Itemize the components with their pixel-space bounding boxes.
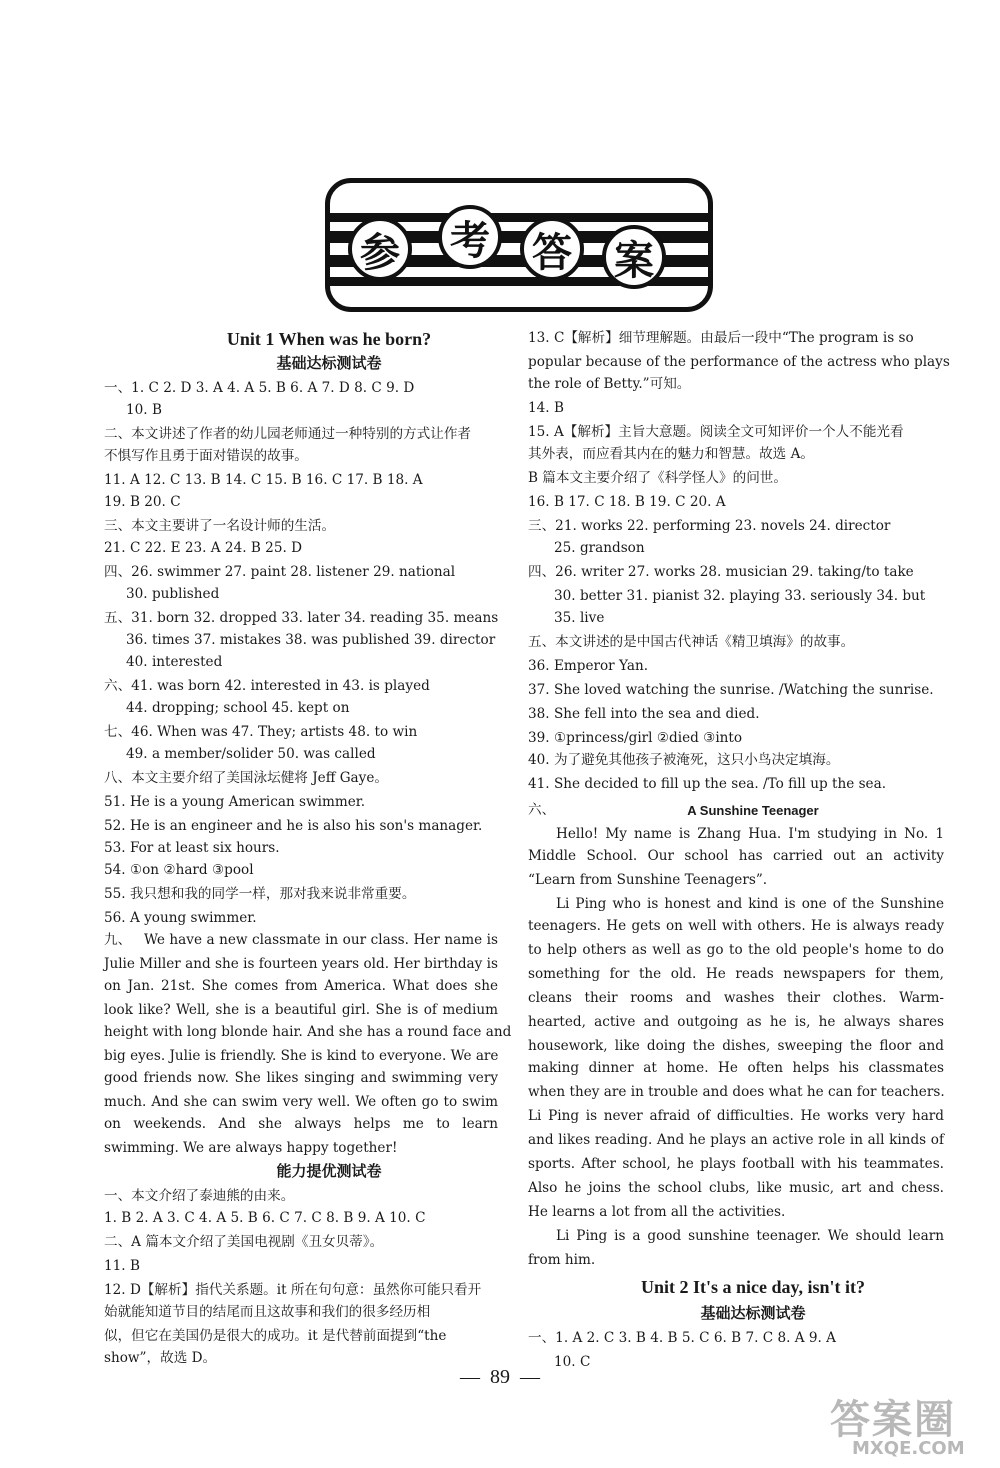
essay-line: making dinner at home. He often helps his classmates [528,1060,944,1076]
essay-line: housework, like doing the dishes, sweeping the floor and [528,1038,944,1054]
essay-line: Li Ping is never afraid of difficulties. He works very hard [528,1108,944,1124]
essay-title: A Sunshine Teenager [687,803,819,818]
essay-line: cleans their rooms and washes their clothes. Warm- [528,990,944,1006]
page-number: — 89 — [460,1366,540,1388]
answer-line: 40. interested [126,654,223,670]
answer-line: 七、46. When was 47. They; artists 48. to win [104,724,418,740]
title-char-3: 答 [520,217,584,281]
answer-line: 14. B [528,400,564,416]
essay-line: when they are in trouble and does what he can for teachers. [528,1084,945,1100]
answer-line: 19. B 20. C [104,494,181,510]
essay-line: We have a new classmate in our class. Her name is [144,932,498,948]
answer-line: 一、1. C 2. D 3. A 4. A 5. B 6. A 7. D 8. C 9. D [104,380,415,396]
answer-line: 二、本文讲述了作者的幼儿园老师通过一种特别的方式让作者 [104,426,472,442]
essay-line: He learns a lot from all the activities. [528,1204,786,1220]
answer-line: 11. A 12. C 13. B 14. C 15. B 16. C 17. B 18. A [104,472,423,488]
answer-line: 五、本文讲述的是中国古代神话《精卫填海》的故事。 [528,634,855,650]
answer-line: B 篇本文主要介绍了《科学怪人》的问世。 [528,470,787,486]
answer-key-title-box [325,178,713,312]
answer-line: 25. grandson [554,540,645,556]
answer-line: 一、本文介绍了泰迪熊的由来。 [104,1188,295,1204]
answer-line: 四、26. writer 27. works 28. musician 29. taking/to take [528,564,914,580]
essay-line: to help others as well as go to the old people's home to do [528,942,944,958]
title-char-1: 参 [348,217,412,281]
essay-line: swimming. We are always happy together! [104,1140,398,1156]
answer-line: 52. He is an engineer and he is also his son's manager. [104,818,483,834]
essay-line: something for the old. He reads newspapers for them, [528,966,944,982]
essay-label: 九、 [104,932,132,948]
answer-line: 39. ①princess/girl ②died ③into [528,730,743,746]
essay-line: from him. [528,1252,596,1268]
watermark-text: 答案圈 [830,1397,956,1443]
essay-line: good friends now. She likes singing and swimming very [104,1070,498,1086]
essay-line: big eyes. Julie is friendly. She is kind to everyone. We are [104,1048,499,1064]
answer-line: 不惧写作且勇于面对错误的故事。 [104,448,308,464]
essay-label: 六、 [528,802,556,818]
answer-line: 八、本文主要介绍了美国泳坛健将 Jeff Gaye。 [104,770,388,786]
answer-line: 16. B 17. C 18. B 19. C 20. A [528,494,726,510]
answer-line: 15. A【解析】主旨大意题。阅读全文可知评价一个人不能光看 [528,424,904,440]
answer-line: 似，但它在美国仍是很大的成功。it 是代替前面提到“the [104,1328,447,1344]
essay-line: teenagers. He gets on well with others. He is always ready [528,918,944,934]
answer-line: 37. She loved watching the sunrise. /Watching the sunrise. [528,682,934,698]
unit2-title: Unit 2 It's a nice day, isn't it? [640,1277,866,1297]
title-char-2: 考 [438,205,502,269]
essay-line: Also he joins the school clubs, like music, art and chess. [528,1180,944,1196]
watermark-logo [822,1388,990,1464]
answer-line: popular because of the performance of the actress who plays [528,354,950,370]
answer-line: 40. 为了避免其他孩子被淹死，这只小鸟决定填海。 [528,752,840,768]
essay-line: on weekends. And she always helps me to learn [104,1116,498,1132]
answer-line: 1. B 2. A 3. C 4. A 5. B 6. C 7. C 8. B 9. A 10. C [104,1210,426,1226]
section-improvement-test-title: 能力提优测试卷 [276,1162,382,1180]
answer-line: 36. Emperor Yan. [528,658,649,674]
essay-line: on Jan. 21st. She comes from America. What does she [104,978,498,994]
essay-line: hearted, active and outgoing as he is, he always shares [528,1014,944,1030]
answer-line: 11. B [104,1258,140,1274]
answer-line: 二、A 篇本文介绍了美国电视剧《丑女贝蒂》。 [104,1234,384,1250]
answer-line: the role of Betty.”可知。 [528,376,691,392]
answer-line: 41. She decided to fill up the sea. /To fill up the sea. [528,776,887,792]
answer-line: 三、21. works 22. performing 23. novels 24. director [528,518,891,534]
answer-line: 30. better 31. pianist 32. playing 33. seriously 34. but [554,588,926,604]
essay-line: Li Ping who is honest and kind is one of the Sunshine [556,896,944,912]
answer-line: 55. 我只想和我的同学一样，那对我来说非常重要。 [104,886,416,902]
answer-line: 54. ①on ②hard ③pool [104,862,254,878]
answer-line: 21. C 22. E 23. A 24. B 25. D [104,540,303,556]
essay-line: Li Ping is a good sunshine teenager. We should learn [556,1228,944,1244]
answer-line: 13. C【解析】细节理解题。由最后一段中“The program is so [528,330,914,346]
answer-line: 49. a member/solider 50. was called [126,746,376,762]
answer-line: 一、1. A 2. C 3. B 4. B 5. C 6. B 7. C 8. A 9. A [528,1330,836,1346]
answer-line: 53. For at least six hours. [104,840,280,856]
unit2-section-title: 基础达标测试卷 [700,1304,806,1322]
essay-line: sports. After school, he plays football with his teammates. [528,1156,944,1172]
answer-line: 五、31. born 32. dropped 33. later 34. reading 35. means [104,610,499,626]
essay-line: much. And she can swim very well. We often go to swim [104,1094,498,1110]
answer-line: 其外表，而应看其内在的魅力和智慧。故选 A。 [528,446,815,462]
answer-line: 四、26. swimmer 27. paint 28. listener 29. national [104,564,456,580]
title-char-4: 案 [602,225,666,289]
essay-line: Hello! My name is Zhang Hua. I'm studying in No. 1 [556,826,944,842]
answer-line: 35. live [554,610,605,626]
essay-line: Middle School. Our school has carried out an activity [528,848,944,864]
answer-line: 10. B [126,402,162,418]
answer-line: 始就能知道节目的结尾而且这故事和我们的很多经历相 [104,1304,431,1320]
answer-line: 44. dropping; school 45. kept on [126,700,350,716]
answer-line: show”，故选 D。 [104,1350,217,1366]
answer-line: 56. A young swimmer. [104,910,257,926]
answer-line: 30. published [126,586,220,602]
essay-line: height with long blonde hair. And she has a round face and [104,1024,512,1040]
essay-line: “Learn from Sunshine Teenagers”. [528,872,768,888]
answer-line: 36. times 37. mistakes 38. was published 39. director [126,632,496,648]
unit1-title: Unit 1 When was he born? [226,329,432,349]
essay-line: Julie Miller and she is fourteen years old. Her birthday is [104,956,498,972]
answer-line: 六、41. was born 42. interested in 43. is played [104,678,430,694]
essay-line: and likes reading. And he plays an active role in all kinds of [528,1132,944,1148]
answer-line: 51. He is a young American swimmer. [104,794,366,810]
answer-line: 12. D【解析】指代关系题。it 所在句句意：虽然你可能只看开 [104,1282,482,1298]
watermark-url: MXQE.COM [852,1438,965,1459]
answer-line: 10. C [554,1354,591,1370]
answer-line: 38. She fell into the sea and died. [528,706,760,722]
section-basic-test-title: 基础达标测试卷 [276,354,382,372]
essay-line: look like? Well, she is a beautiful girl. She is of medium [104,1002,498,1018]
answer-line: 三、本文主要讲了一名设计师的生活。 [104,518,336,534]
